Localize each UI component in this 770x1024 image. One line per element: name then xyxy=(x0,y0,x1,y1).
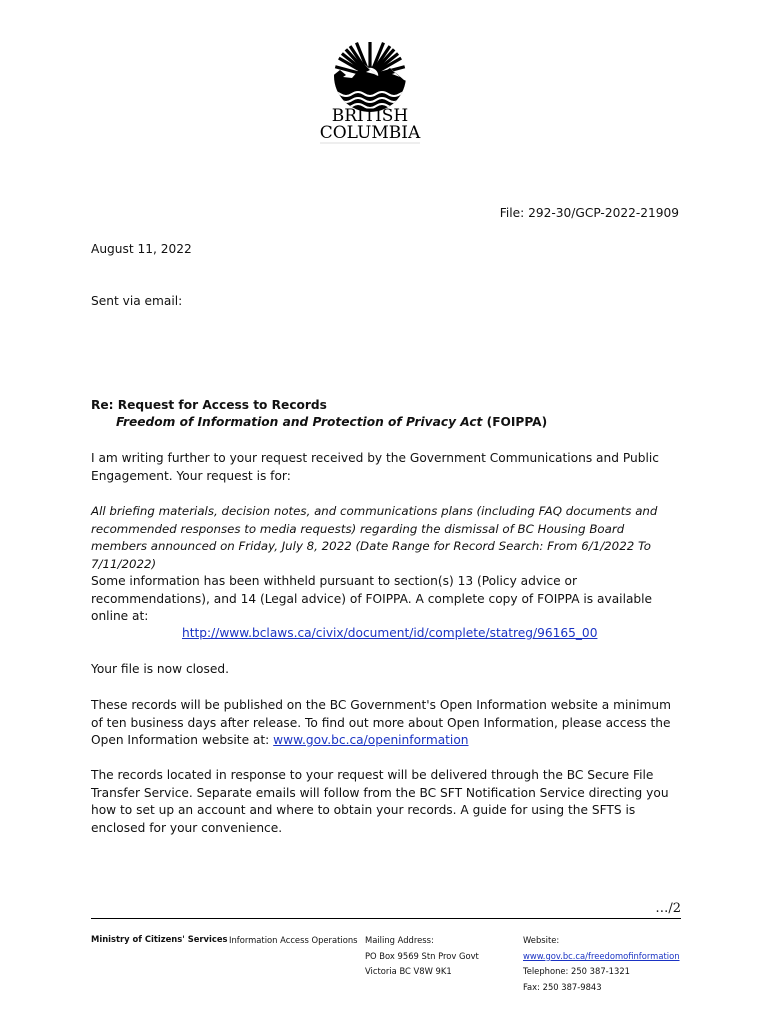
sent-via-line: Sent via email: xyxy=(91,294,183,308)
foippa-link-wrapper xyxy=(182,626,597,640)
footer-department: Information Access Operations xyxy=(229,935,358,945)
footer-divider xyxy=(91,918,681,919)
subject-line: Re: Request for Access to Records xyxy=(91,398,327,412)
footer-mailing-label: Mailing Address: xyxy=(365,935,434,945)
act-title-line xyxy=(116,414,676,432)
page-continuation-marker: …/2 xyxy=(655,901,681,916)
file-closed-text: Your file is now closed. xyxy=(91,662,229,676)
logo-wordmark-line2: COLUMBIA xyxy=(319,123,421,143)
act-abbrev: (FOIPPA) xyxy=(482,415,548,429)
withheld-paragraph: Some information has been withheld pursuant to section(s) 13 (Policy advice or recommendations), and 14 (Legal advice) of FOIPPA. A complete copy of FOIPPA is available online at: xyxy=(91,574,653,623)
open-information-paragraph xyxy=(91,697,681,750)
footer-fax: Fax: 250 387-9843 xyxy=(523,981,602,992)
footer-mailing-block xyxy=(365,933,479,980)
logo-wordmark-line1: BRITISH xyxy=(331,106,409,126)
sfts-paragraph: The records located in response to your request will be delivered through the BC Secure File Transfer Service. Separate emails will follow from the BC SFT Notification Service directing you how to set up an account and where to obtain your records. A guide for using the SFTS is enclosed for your convenience. xyxy=(91,768,669,835)
act-title: Freedom of Information and Protection of Privacy Act xyxy=(116,415,483,429)
file-reference: File: 292-30/GCP-2022-21909 xyxy=(499,206,679,220)
footer-ministry: Ministry of Citizens' Services xyxy=(91,934,228,944)
footer-website-link[interactable]: www.gov.bc.ca/freedomofinformation xyxy=(523,950,680,961)
footer-contact-block xyxy=(523,933,680,995)
footer-website-label: Website: xyxy=(523,935,560,945)
open-information-text: These records will be published on the BC Government's Open Information website a minimum of ten business days after release. To find out more about Open Information, please access the Open Information website at: xyxy=(91,698,671,747)
request-description: All briefing materials, decision notes, and communications plans (including FAQ documents and recommended responses to media requests) regarding the dismissal of BC Housing Board members announced on Friday, July 8, 2022 (Date Range for Record Search: From 6/1/2022 To 7/11/2022) xyxy=(91,504,658,571)
foippa-link[interactable]: http://www.bclaws.ca/civix/document/id/complete/statreg/96165_00 xyxy=(182,626,598,640)
open-information-link[interactable]: www.gov.bc.ca/openinformation xyxy=(273,733,469,747)
footer-mailing-line2: Victoria BC V8W 9K1 xyxy=(365,966,452,976)
footer-mailing-line1: PO Box 9569 Stn Prov Govt xyxy=(365,950,479,961)
bc-government-logo xyxy=(300,42,440,148)
intro-paragraph: I am writing further to your request received by the Government Communications and Public Engagement. Your request is for: xyxy=(91,451,659,483)
bc-sun-mountains-icon xyxy=(300,42,440,148)
letter-date: August 11, 2022 xyxy=(91,242,192,256)
footer-telephone: Telephone: 250 387-1321 xyxy=(523,966,630,976)
